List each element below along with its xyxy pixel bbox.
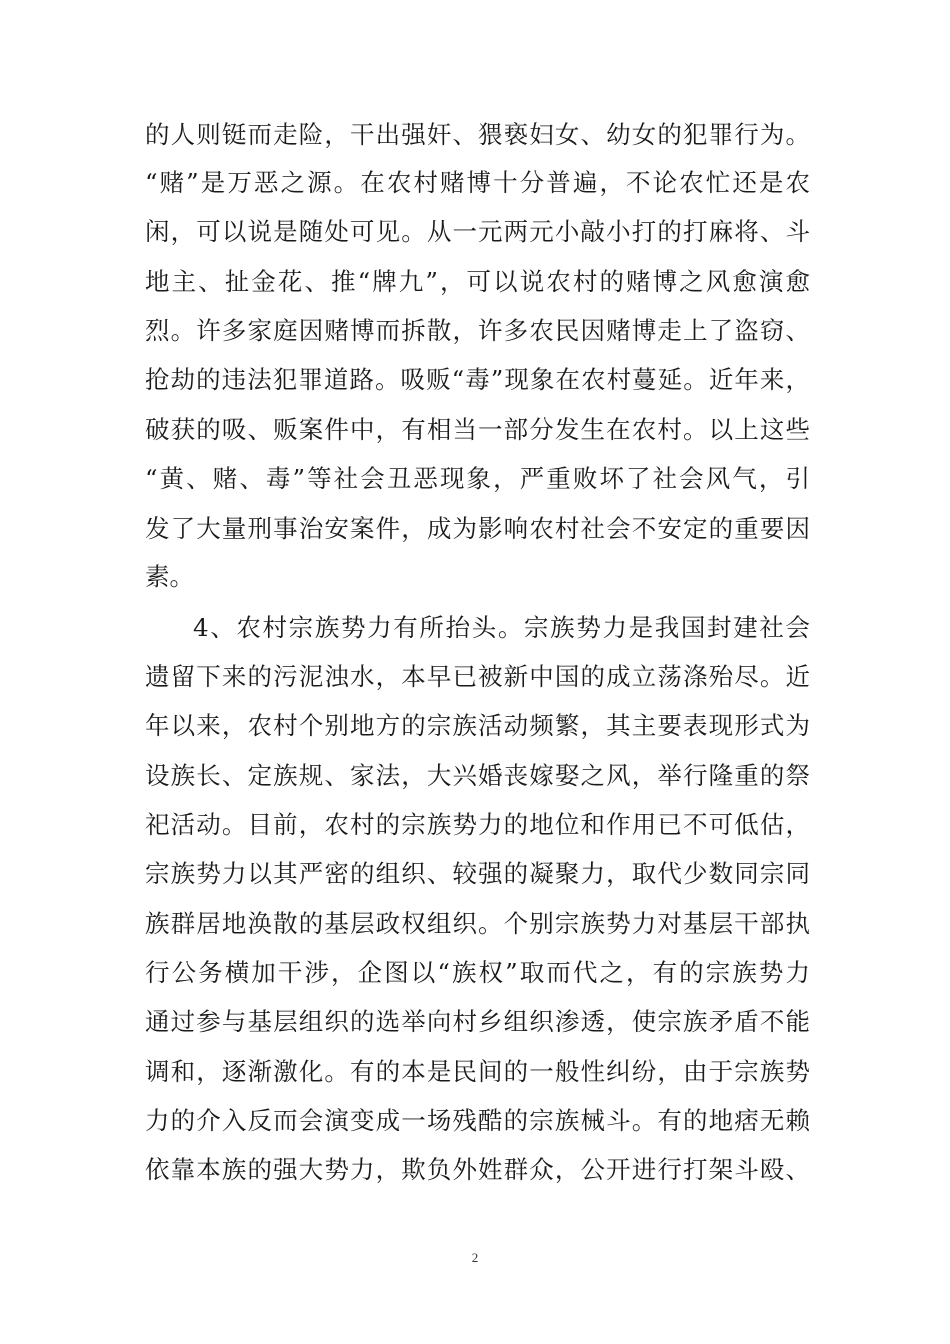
- text-line: 通过参与基层组织的选举向村乡组织渗透，使宗族矛盾不能: [145, 1007, 810, 1036]
- text-line: 行公务横加干涉，企图以“族权”取而代之，有的宗族势力: [145, 958, 810, 987]
- text-line: 抢劫的违法犯罪道路。吸贩“毒”现象在农村蔓延。近年来，: [145, 365, 810, 394]
- text-line: 破获的吸、贩案件中，有相当一部分发生在农村。以上这些: [145, 415, 810, 444]
- text-line: 闲，可以说是随处可见。从一元两元小敲小打的打麻将、斗: [145, 217, 810, 246]
- text-line: 族群居地涣散的基层政权组织。个别宗族势力对基层干部执: [145, 909, 810, 938]
- text-line: 设族长、定族规、家法，大兴婚丧嫁娶之风，举行隆重的祭: [145, 761, 810, 790]
- text-line: 发了大量刑事治安案件，成为影响农村社会不安定的重要因: [145, 514, 810, 543]
- text-line: “黄、赌、毒”等社会丑恶现象，严重败坏了社会风气，引: [145, 464, 810, 493]
- text-line: “赌”是万恶之源。在农村赌博十分普遍，不论农忙还是农: [145, 168, 810, 197]
- text-line: 年以来，农村个别地方的宗族活动频繁，其主要表现形式为: [145, 711, 810, 740]
- text-line: 宗族势力以其严密的组织、较强的凝聚力，取代少数同宗同: [145, 859, 810, 888]
- text-line: 遗留下来的污泥浊水，本早已被新中国的成立荡涤殆尽。近: [145, 662, 810, 691]
- text-line: 依靠本族的强大势力，欺负外姓群众，公开进行打架斗殴、: [145, 1155, 810, 1184]
- text-line: 地主、扯金花、推“牌九”，可以说农村的赌博之风愈演愈: [145, 267, 810, 296]
- text-line: 素。: [145, 562, 194, 591]
- paragraph-first-line: 4、农村宗族势力有所抬头。宗族势力是我国封建社会: [193, 613, 810, 642]
- text-line: 祀活动。目前，农村的宗族势力的地位和作用已不可低估，: [145, 810, 810, 839]
- text-line: 力的介入反而会演变成一场残酷的宗族械斗。有的地痞无赖: [145, 1106, 810, 1135]
- page-number: 2: [471, 1250, 479, 1265]
- text-line: 调和，逐渐激化。有的本是民间的一般性纠纷，由于宗族势: [145, 1057, 810, 1086]
- text-line: 的人则铤而走险，干出强奸、猥亵妇女、幼女的犯罪行为。: [145, 120, 810, 149]
- text-line: 烈。许多家庭因赌博而拆散，许多农民因赌博走上了盗窃、: [145, 316, 810, 345]
